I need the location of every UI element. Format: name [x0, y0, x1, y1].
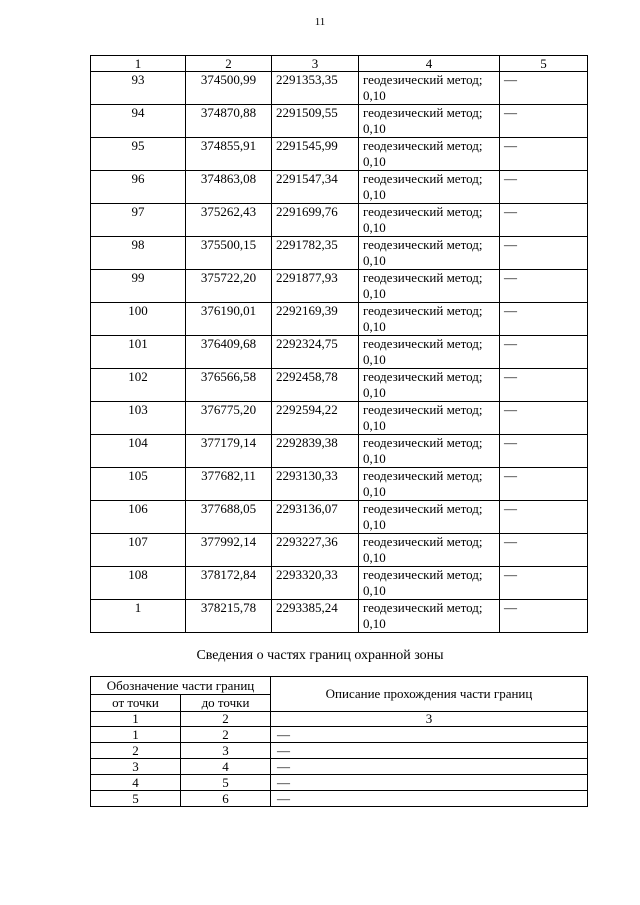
cell-desc: — — [271, 791, 588, 807]
cell-from: 2 — [91, 743, 181, 759]
table-row — [91, 270, 588, 303]
cell-method: геодезический метод; 0,10 — [359, 600, 500, 633]
coordinates-table — [90, 55, 588, 633]
table-row — [91, 759, 588, 775]
table-row — [91, 468, 588, 501]
cell-desc: — — [500, 138, 588, 171]
cell-desc: — — [500, 567, 588, 600]
column-number: 2 — [181, 712, 271, 727]
parts-numbering-row — [91, 712, 588, 727]
cell-point: 105 — [91, 468, 186, 501]
cell-point: 100 — [91, 303, 186, 336]
cell-point: 104 — [91, 435, 186, 468]
cell-method: геодезический метод; 0,10 — [359, 171, 500, 204]
cell-point: 103 — [91, 402, 186, 435]
cell-x: 377682,11 — [186, 468, 272, 501]
cell-y: 2292839,38 — [272, 435, 359, 468]
cell-desc: — — [271, 775, 588, 791]
cell-y: 2291509,55 — [272, 105, 359, 138]
cell-method: геодезический метод; 0,10 — [359, 435, 500, 468]
cell-method: геодезический метод; 0,10 — [359, 204, 500, 237]
parts-table — [90, 676, 588, 807]
column-header: 2 — [186, 56, 272, 72]
cell-method: геодезический метод; 0,10 — [359, 72, 500, 105]
cell-to: 6 — [181, 791, 271, 807]
page-number: 11 — [314, 16, 326, 28]
cell-y: 2293136,07 — [272, 501, 359, 534]
table-row — [91, 336, 588, 369]
parts-from-header: от точки — [91, 695, 181, 712]
cell-point: 96 — [91, 171, 186, 204]
cell-y: 2291353,35 — [272, 72, 359, 105]
cell-method: геодезический метод; 0,10 — [359, 303, 500, 336]
column-header: 3 — [272, 56, 359, 72]
cell-x: 377688,05 — [186, 501, 272, 534]
cell-desc: — — [500, 501, 588, 534]
cell-from: 1 — [91, 727, 181, 743]
cell-x: 376775,20 — [186, 402, 272, 435]
cell-desc: — — [500, 336, 588, 369]
cell-x: 377179,14 — [186, 435, 272, 468]
table-row — [91, 204, 588, 237]
cell-y: 2291545,99 — [272, 138, 359, 171]
cell-desc: — — [271, 743, 588, 759]
cell-x: 376190,01 — [186, 303, 272, 336]
cell-desc: — — [500, 435, 588, 468]
cell-desc: — — [500, 105, 588, 138]
cell-point: 93 — [91, 72, 186, 105]
table-row — [91, 501, 588, 534]
table-row — [91, 105, 588, 138]
cell-to: 2 — [181, 727, 271, 743]
cell-point: 97 — [91, 204, 186, 237]
table-row — [91, 303, 588, 336]
cell-method: геодезический метод; 0,10 — [359, 468, 500, 501]
cell-desc: — — [271, 759, 588, 775]
cell-from: 5 — [91, 791, 181, 807]
cell-desc: — — [500, 468, 588, 501]
table-row — [91, 567, 588, 600]
cell-from: 4 — [91, 775, 181, 791]
cell-desc: — — [500, 303, 588, 336]
cell-x: 377992,14 — [186, 534, 272, 567]
table-row — [91, 237, 588, 270]
cell-x: 374870,88 — [186, 105, 272, 138]
column-number: 1 — [91, 712, 181, 727]
cell-point: 106 — [91, 501, 186, 534]
cell-x: 376566,58 — [186, 369, 272, 402]
cell-x: 374863,08 — [186, 171, 272, 204]
cell-y: 2291699,76 — [272, 204, 359, 237]
cell-point: 95 — [91, 138, 186, 171]
table-row — [91, 369, 588, 402]
table-row — [91, 534, 588, 567]
cell-from: 3 — [91, 759, 181, 775]
cell-desc: — — [500, 534, 588, 567]
cell-method: геодезический метод; 0,10 — [359, 501, 500, 534]
column-header: 1 — [91, 56, 186, 72]
cell-y: 2293320,33 — [272, 567, 359, 600]
cell-point: 107 — [91, 534, 186, 567]
cell-method: геодезический метод; 0,10 — [359, 567, 500, 600]
cell-x: 375722,20 — [186, 270, 272, 303]
cell-point: 101 — [91, 336, 186, 369]
cell-desc: — — [500, 171, 588, 204]
parts-group-header: Обозначение части границ — [91, 677, 271, 695]
table-row — [91, 727, 588, 743]
cell-x: 375262,43 — [186, 204, 272, 237]
cell-method: геодезический метод; 0,10 — [359, 270, 500, 303]
cell-point: 94 — [91, 105, 186, 138]
cell-point: 1 — [91, 600, 186, 633]
cell-y: 2291547,34 — [272, 171, 359, 204]
cell-point: 102 — [91, 369, 186, 402]
table-row — [91, 138, 588, 171]
table-row — [91, 743, 588, 759]
cell-y: 2292169,39 — [272, 303, 359, 336]
cell-desc: — — [500, 369, 588, 402]
cell-method: геодезический метод; 0,10 — [359, 138, 500, 171]
cell-y: 2291782,35 — [272, 237, 359, 270]
column-number: 3 — [271, 712, 588, 727]
cell-x: 378215,78 — [186, 600, 272, 633]
cell-y: 2293385,24 — [272, 600, 359, 633]
parts-desc-header: Описание прохождения части границ — [271, 677, 588, 712]
table-row — [91, 775, 588, 791]
cell-y: 2293227,36 — [272, 534, 359, 567]
cell-x: 378172,84 — [186, 567, 272, 600]
cell-desc: — — [500, 237, 588, 270]
cell-point: 99 — [91, 270, 186, 303]
table-row — [91, 171, 588, 204]
table-row — [91, 600, 588, 633]
cell-to: 3 — [181, 743, 271, 759]
cell-desc: — — [271, 727, 588, 743]
cell-x: 375500,15 — [186, 237, 272, 270]
cell-desc: — — [500, 402, 588, 435]
table-row — [91, 72, 588, 105]
table-row — [91, 435, 588, 468]
cell-desc: — — [500, 72, 588, 105]
cell-y: 2292594,22 — [272, 402, 359, 435]
cell-method: геодезический метод; 0,10 — [359, 369, 500, 402]
cell-x: 376409,68 — [186, 336, 272, 369]
table-row — [91, 402, 588, 435]
cell-y: 2292458,78 — [272, 369, 359, 402]
cell-point: 98 — [91, 237, 186, 270]
cell-method: геодезический метод; 0,10 — [359, 336, 500, 369]
cell-method: геодезический метод; 0,10 — [359, 237, 500, 270]
cell-desc: — — [500, 600, 588, 633]
cell-method: геодезический метод; 0,10 — [359, 534, 500, 567]
cell-desc: — — [500, 204, 588, 237]
cell-y: 2293130,33 — [272, 468, 359, 501]
table-row — [91, 791, 588, 807]
cell-desc: — — [500, 270, 588, 303]
cell-method: геодезический метод; 0,10 — [359, 402, 500, 435]
column-header: 4 — [359, 56, 500, 72]
coordinates-header-row — [91, 56, 588, 72]
cell-to: 4 — [181, 759, 271, 775]
cell-method: геодезический метод; 0,10 — [359, 105, 500, 138]
cell-y: 2292324,75 — [272, 336, 359, 369]
parts-to-header: до точки — [181, 695, 271, 712]
cell-y: 2291877,93 — [272, 270, 359, 303]
column-header: 5 — [500, 56, 588, 72]
cell-to: 5 — [181, 775, 271, 791]
cell-point: 108 — [91, 567, 186, 600]
cell-x: 374500,99 — [186, 72, 272, 105]
cell-x: 374855,91 — [186, 138, 272, 171]
section-title: Сведения о частях границ охранной зоны — [196, 648, 444, 663]
